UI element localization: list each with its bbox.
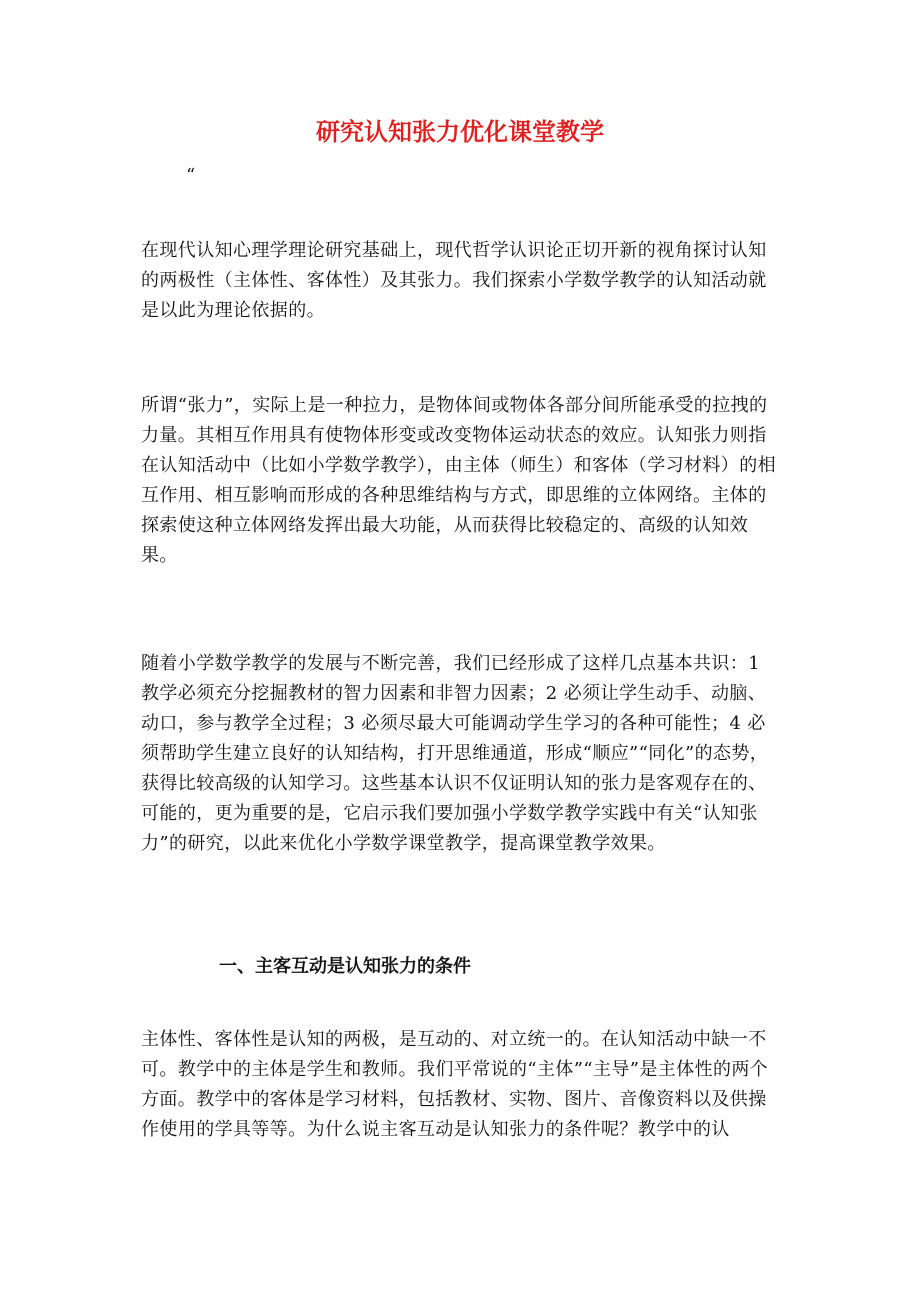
- paragraph-intro: 在现代认知心理学理论研究基础上，现代哲学认识论正切开新的视角探讨认知的两极性（主体性、客体性）及其张力。我们探索小学数学教学的认知活动就是以此为理论依据的。: [141, 240, 767, 321]
- paragraph-consensus: 随着小学数学教学的发展与不断完善，我们已经形成了这样几点基本共识：1 教学必须充分挖掘教材的智力因素和非智力因素；2 必须让学生动手、动脑、动口，参与教学全过程；3 必须尽最大可能调动学生学习的各种可能性；4 必须帮助学生建立良好的认知结构，打开思维通道，形成“顺应”“同化”的态势，获得比较高级的认知学习。这些基本认识不仅证明认知的张力是客观存在的、可能的，更为重要的是，它启示我们要加强小学数学教学实践中有关“认知张力”的研究，以此来优化小学数学课堂教学，提高课堂教学效果。: [141, 653, 769, 854]
- paragraph-subject-object: 主体性、客体性是认知的两极，是互动的、对立统一的。在认知活动中缺一不可。教学中的主体是学生和教师。我们平常说的“主体”“主导”是主体性的两个方面。教学中的客体是学习材料，包括教材、实物、图片、音像资料以及供操作使用的学具等等。为什么说主客互动是认知张力的条件呢？教学中的认: [141, 1029, 769, 1140]
- section-heading: 一、主客互动是认知张力的条件: [219, 956, 471, 977]
- open-quote-mark: “: [186, 165, 196, 186]
- document-title: 研究认知张力优化课堂教学: [316, 118, 604, 146]
- paragraph-tension-definition: 所谓“张力”，实际上是一种拉力，是物体间或物体各部分间所能承受的拉拽的力量。其相互作用具有使物体形变或改变物体运动状态的效应。认知张力则指在认知活动中（比如小学数学教学），由主体（师生）和客体（学习材料）的相互作用、相互影响而形成的各种思维结构与方式，即思维的立体网络。主体的探索使这种立体网络发挥出最大功能，从而获得比较稳定的、高级的认知效果。: [141, 395, 776, 566]
